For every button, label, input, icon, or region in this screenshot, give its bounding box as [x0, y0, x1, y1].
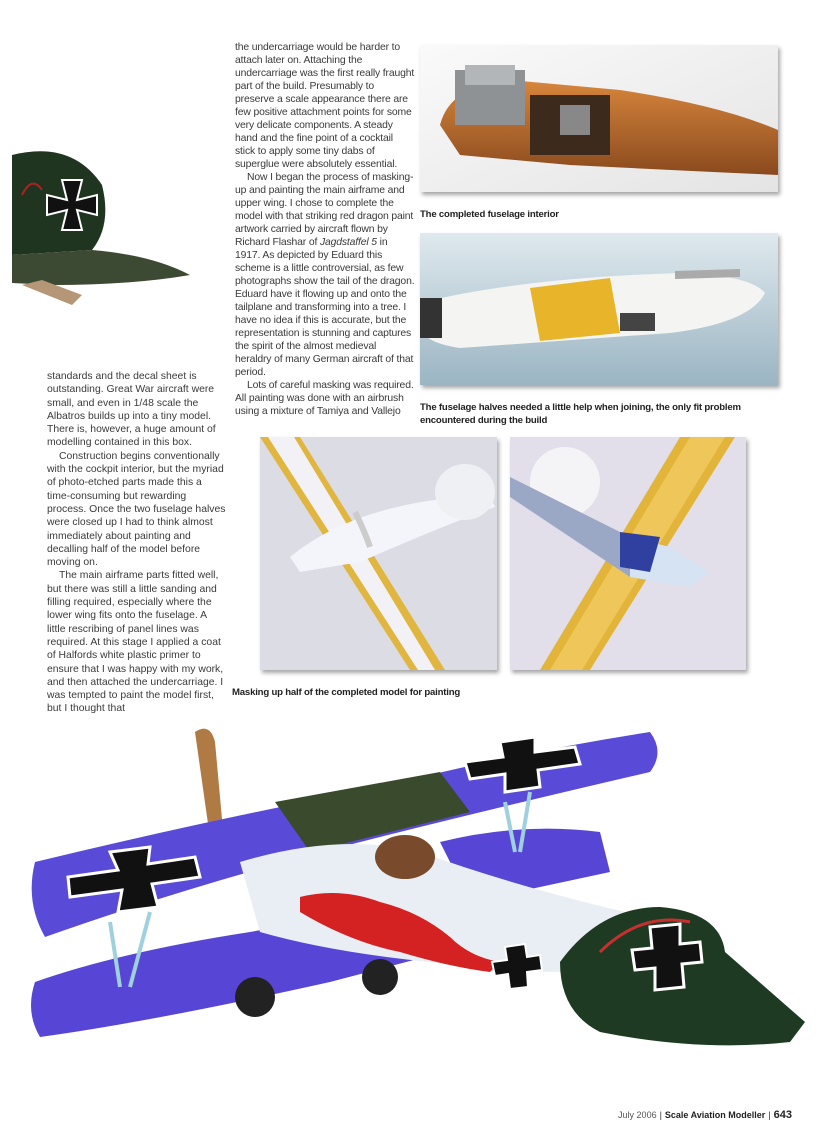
masking-photo-right: [510, 437, 746, 670]
issue-date: July 2006: [618, 1110, 657, 1120]
caption-fuselage-interior: The completed fuselage interior: [420, 209, 559, 220]
paragraph: Construction begins conventionally with the cockpit interior, but the myriad of photo-etched parts made this a time-consuming but rewarding process. Once the two fuselage halves were closed up I had to think almost immediately about painting and decalling half of the model before moving on.: [47, 450, 226, 569]
page-number: 643: [773, 1109, 792, 1121]
paragraph: The main airframe parts fitted well, but there was still a little sanding and filling required, especially where the lower wing fits onto the fuselage. A little rescribing of panel lines was required. At this stage I applied a coat of Halfords white plastic primer to ensure that I was happy with my work, and then attached the undercarriage. I was tempted to paint the model first, but I thought that: [47, 570, 224, 715]
fuselage-interior-photo: [420, 45, 778, 192]
page-footer: July 2006 | Scale Aviation Modeller | 643: [618, 1109, 792, 1121]
text: Now I began the process of masking-up and painting the main airframe and upper wing. I chose to complete the model with that striking red dragon paint artwork carried by aircraft flown by Richard Flashar of: [235, 172, 414, 248]
fuselage-halves-photo: [420, 233, 778, 385]
unit-name: Jagdstaffel 5: [319, 237, 377, 248]
paragraph: standards and the decal sheet is outstanding. Great War aircraft were small, and even in 1/48 scale the Albatros builds up into a tiny model. There is, however, a huge amount of modelling contained in this box.: [47, 371, 216, 449]
magazine-name: Scale Aviation Modeller: [664, 1110, 766, 1120]
article-column-2: [235, 41, 415, 418]
paragraph: Lots of careful masking was required. All painting was done with an airbrush using a mixture of Tamiya and Vallejo: [235, 380, 414, 417]
paragraph: [235, 171, 415, 379]
text: in 1917. As depicted by Eduard this scheme is a little controversial, as few photographs show the tail of the dragon. Eduard have it flowing up and onto the tailplane and transforming into a tree. I have no idea if this is accurate, but the representation is stunning and captures the spirit of the almost medieval heraldry of many German aircraft of that period.: [235, 237, 415, 378]
tail-photo: [12, 145, 192, 315]
paragraph: the undercarriage would be harder to attach later on. Attaching the undercarriage was the first really fraught part of the build. Presumably to preserve a scale appearance there are few positive attachment points for some very delicate components. A steady hand and the fine point of a cocktail stick to apply some tiny dabs of superglue were absolutely essential.: [235, 42, 415, 170]
caption-fuselage-halves: The fuselage halves needed a little help when joining, the only fit problem encountered during the build: [420, 402, 741, 426]
caption-masking: Masking up half of the completed model for painting: [232, 687, 461, 698]
article-column-1: [47, 370, 227, 716]
masking-photo-left: [260, 437, 497, 670]
completed-model-photo: [0, 712, 818, 1097]
